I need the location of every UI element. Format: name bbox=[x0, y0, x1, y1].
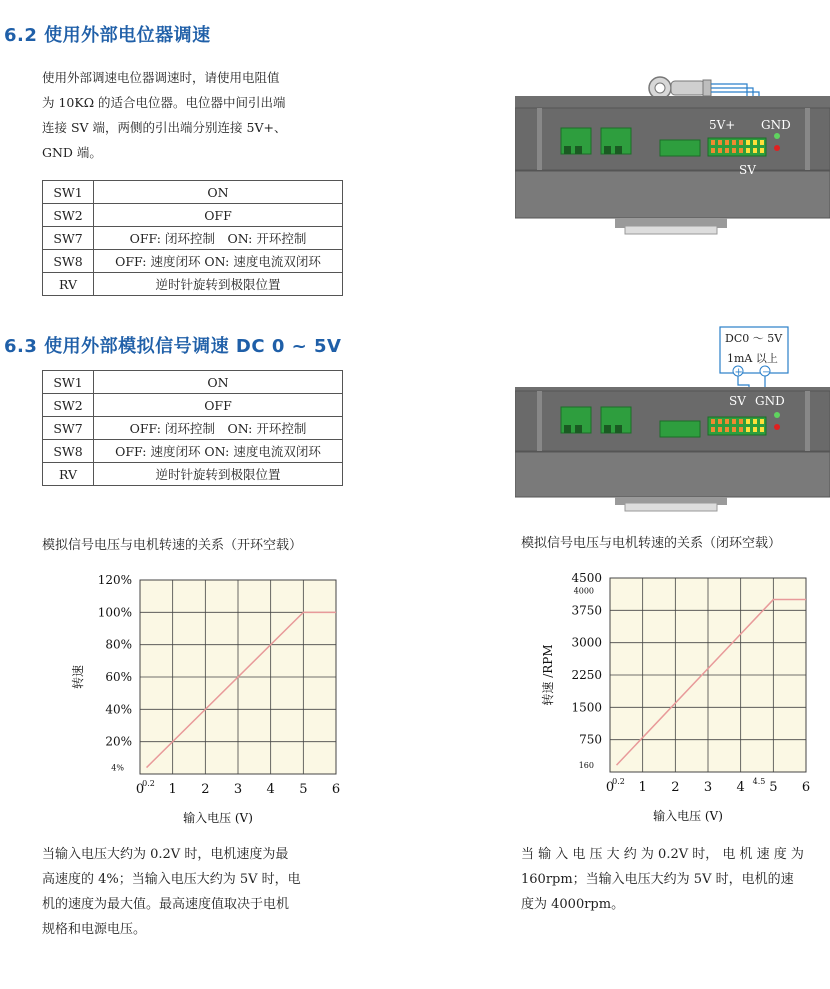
signal-connector bbox=[708, 417, 766, 435]
driver-potentiometer-illustration bbox=[515, 68, 830, 240]
driver-analog-signal-illustration bbox=[515, 325, 830, 513]
table-row bbox=[43, 440, 343, 463]
x-tick-label: 0 bbox=[605, 780, 615, 795]
section-6-3-title: 6.3 使用外部模拟信号调速 DC 0 ~ 5V bbox=[4, 336, 342, 357]
y-tick-label: 2250 bbox=[571, 668, 602, 682]
table-row bbox=[43, 204, 343, 227]
note-line: 当输入电压大约为 0.2V 时，电机速度为最 bbox=[42, 847, 289, 862]
table-cell-value: OFF: 速度闭环 ON: 速度电流双闭环 bbox=[94, 440, 343, 463]
table-cell-value: OFF: 闭环控制 ON: 开环控制 bbox=[94, 417, 343, 440]
table-cell-key: SW8 bbox=[43, 250, 94, 273]
x-tick-label: 1 bbox=[638, 780, 647, 795]
table-cell-value: OFF: 速度闭环 ON: 速度电流双闭环 bbox=[94, 250, 343, 273]
y-tick-label: 4500 bbox=[571, 571, 602, 585]
table-cell-key: RV bbox=[43, 273, 94, 296]
table-cell-key: SW1 bbox=[43, 371, 94, 394]
y-tick-label: 3000 bbox=[571, 635, 602, 650]
table-row bbox=[43, 181, 343, 204]
potentiometer-icon bbox=[649, 77, 711, 99]
x-axis-label: 输入电压 (V) bbox=[183, 811, 253, 825]
note-line: 高速度的 4%；当输入电压大约为 5V 时，电 bbox=[42, 872, 301, 887]
note-line: 160rpm；当输入电压大约为 5V 时，电机的速 bbox=[521, 872, 794, 887]
signal-source-line1: DC0 ～ 5V bbox=[725, 332, 783, 345]
note-line: 规格和电源电压。 bbox=[42, 922, 147, 937]
table-cell-key: SW1 bbox=[43, 181, 94, 204]
table-cell-value: OFF bbox=[94, 394, 343, 417]
x-tick-label: 2 bbox=[201, 782, 210, 797]
table-row bbox=[43, 394, 343, 417]
table-cell-value: ON bbox=[94, 371, 343, 394]
table-cell-value: ON bbox=[94, 181, 343, 204]
label-gnd: GND bbox=[761, 118, 791, 132]
y-tick-label: 80% bbox=[105, 637, 132, 652]
chart-caption-open-loop: 模拟信号电压与电机转速的关系（开环空载） bbox=[42, 538, 303, 553]
y-tick-label-minor: 4% bbox=[111, 763, 124, 773]
x-tick-label-minor: 4.5 bbox=[752, 777, 766, 786]
table-row bbox=[43, 371, 343, 394]
label-sv: SV bbox=[729, 394, 746, 408]
y-tick-label: 100% bbox=[97, 605, 132, 620]
table-cell-key: SW2 bbox=[43, 204, 94, 227]
note-line: 度为 4000rpm。 bbox=[521, 897, 625, 912]
paragraph-line: 为 10KΩ 的适合电位器。电位器中间引出端 bbox=[42, 95, 286, 110]
y-axis-label: 转速 bbox=[71, 664, 85, 690]
section-6-2-paragraph bbox=[42, 65, 362, 165]
y-tick-label: 40% bbox=[105, 702, 132, 717]
x-tick-label-minor: 0.2 bbox=[612, 777, 625, 786]
table-row bbox=[43, 227, 343, 250]
table-cell-key: RV bbox=[43, 463, 94, 486]
y-axis-label: 转速 /RPM bbox=[541, 644, 555, 706]
note-line: 机的速度为最大值。最高速度值取决于电机 bbox=[42, 897, 290, 912]
plus-sign: + bbox=[734, 367, 743, 378]
switch-table-6-2 bbox=[42, 180, 343, 296]
x-tick-label: 6 bbox=[331, 782, 341, 797]
signal-source-line2: 1mA 以上 bbox=[727, 352, 778, 365]
table-cell-key: SW7 bbox=[43, 227, 94, 250]
label-sv: SV bbox=[739, 163, 756, 177]
y-tick-label: 120% bbox=[97, 573, 132, 587]
y-tick-label: 60% bbox=[105, 670, 132, 684]
x-axis-label: 输入电压 (V) bbox=[653, 809, 723, 823]
table-row bbox=[43, 250, 343, 273]
x-tick-label: 6 bbox=[801, 780, 811, 795]
x-tick-label: 3 bbox=[703, 780, 713, 795]
x-tick-label: 3 bbox=[233, 782, 243, 797]
label-5v: 5V+ bbox=[709, 118, 736, 132]
signal-connector bbox=[708, 138, 766, 156]
table-row bbox=[43, 273, 343, 296]
label-gnd: GND bbox=[755, 394, 785, 408]
y-tick-label: 750 bbox=[579, 732, 602, 747]
table-cell-key: SW8 bbox=[43, 440, 94, 463]
table-row bbox=[43, 417, 343, 440]
x-tick-label: 5 bbox=[299, 782, 308, 797]
led-red-icon bbox=[774, 145, 780, 151]
paragraph-line: 连接 SV 端，两侧的引出端分别连接 5V+、 bbox=[42, 120, 287, 135]
led-green-icon bbox=[774, 412, 780, 418]
note-open-loop bbox=[42, 842, 362, 942]
table-cell-value: OFF: 闭环控制 ON: 开环控制 bbox=[94, 227, 343, 250]
note-closed-loop bbox=[521, 842, 830, 917]
paragraph-line: 使用外部调速电位器调速时，请使用电阻值 bbox=[42, 70, 280, 85]
led-red-icon bbox=[774, 424, 780, 430]
x-tick-label-minor: 0.2 bbox=[142, 779, 155, 788]
y-tick-label-minor: 4000 bbox=[573, 586, 594, 596]
table-cell-key: SW7 bbox=[43, 417, 94, 440]
y-tick-label-minor: 160 bbox=[578, 761, 594, 771]
table-row bbox=[43, 463, 343, 486]
switch-table-6-3 bbox=[42, 370, 343, 486]
x-tick-label: 1 bbox=[168, 782, 177, 797]
paragraph-line: GND 端。 bbox=[42, 145, 102, 160]
table-cell-key: SW2 bbox=[43, 394, 94, 417]
table-cell-value: OFF bbox=[94, 204, 343, 227]
x-tick-label: 0 bbox=[135, 782, 145, 797]
chart-closed-loop bbox=[530, 566, 830, 831]
x-tick-label: 2 bbox=[671, 780, 680, 795]
x-tick-label: 4 bbox=[736, 780, 745, 795]
chart-open-loop bbox=[60, 568, 360, 833]
section-6-2-title: 6.2 使用外部电位器调速 bbox=[4, 25, 211, 46]
y-tick-label: 3750 bbox=[571, 603, 602, 618]
x-tick-label: 5 bbox=[769, 780, 778, 795]
y-tick-label: 1500 bbox=[571, 700, 602, 715]
x-tick-label: 4 bbox=[266, 782, 275, 797]
note-line: 当 输 入 电 压 大 约 为 0.2V 时， 电 机 速 度 为 bbox=[521, 847, 804, 862]
chart-caption-closed-loop: 模拟信号电压与电机转速的关系（闭环空载） bbox=[521, 536, 782, 551]
minus-sign: − bbox=[762, 367, 771, 378]
y-tick-label: 20% bbox=[105, 734, 132, 749]
led-green-icon bbox=[774, 133, 780, 139]
table-cell-value: 逆时针旋转到极限位置 bbox=[94, 273, 343, 296]
table-cell-value: 逆时针旋转到极限位置 bbox=[94, 463, 343, 486]
